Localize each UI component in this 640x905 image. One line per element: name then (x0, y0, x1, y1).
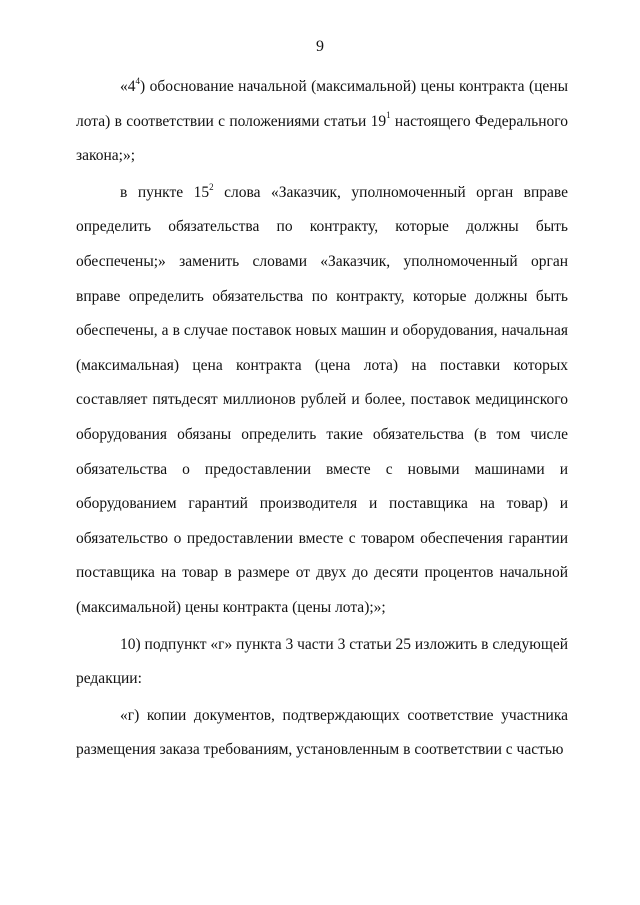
paragraph-subclause-g (76, 699, 568, 768)
page-number: 9 (316, 38, 324, 55)
text-run: 10) подпункт «г» пункта 3 части 3 статьи 25 изложить в следующей редакции: (76, 635, 568, 688)
text-run: слова «Заказчик, уполномоченный орган вправе определить обязательства по контракту, которые должны быть обеспечены;» заменить словами «Заказчик, уполномоченный орган вправе определить обязательства по контракту, которые должны быть обеспечены, а в случае поставок новых машин и оборудования, начальная (максимальная) цена контракта (цена лота) на поставки которых составляет пятьдесят миллионов рублей и более, поставок медицинского оборудования обязаны определить такие обязательства (в том числе обязательства о предоставлении вместе с новыми машинами и оборудованием гарантий производителя и поставщика на товар) и обязательство о предоставлении вместе с товаром обеспечения гарантии поставщика на товар в размере от двух до десяти процентов начальной (максимальной) цены контракта (цены лота);»; (76, 183, 569, 616)
text-run: «4 (120, 78, 136, 95)
superscript: 1 (386, 110, 391, 121)
superscript: 4 (135, 75, 140, 86)
superscript: 2 (209, 181, 214, 192)
paragraph-clause-15-2 (76, 176, 568, 626)
text-run: в пункте 15 (120, 183, 210, 201)
text-run: «г) копии документов, подтверждающих соответствие участника размещения заказа требованиям, установленным в соответствии с частью (76, 706, 568, 759)
text-run: настоящего Федерального закона;»; (76, 112, 568, 165)
paragraph-item-4-4 (76, 70, 568, 174)
text-run: ) обоснование начальной (максимальной) цены контракта (цены лота) в соответствии с положениями статьи 19 (76, 78, 568, 130)
document-body (76, 70, 568, 768)
paragraph-item-10 (76, 628, 568, 697)
